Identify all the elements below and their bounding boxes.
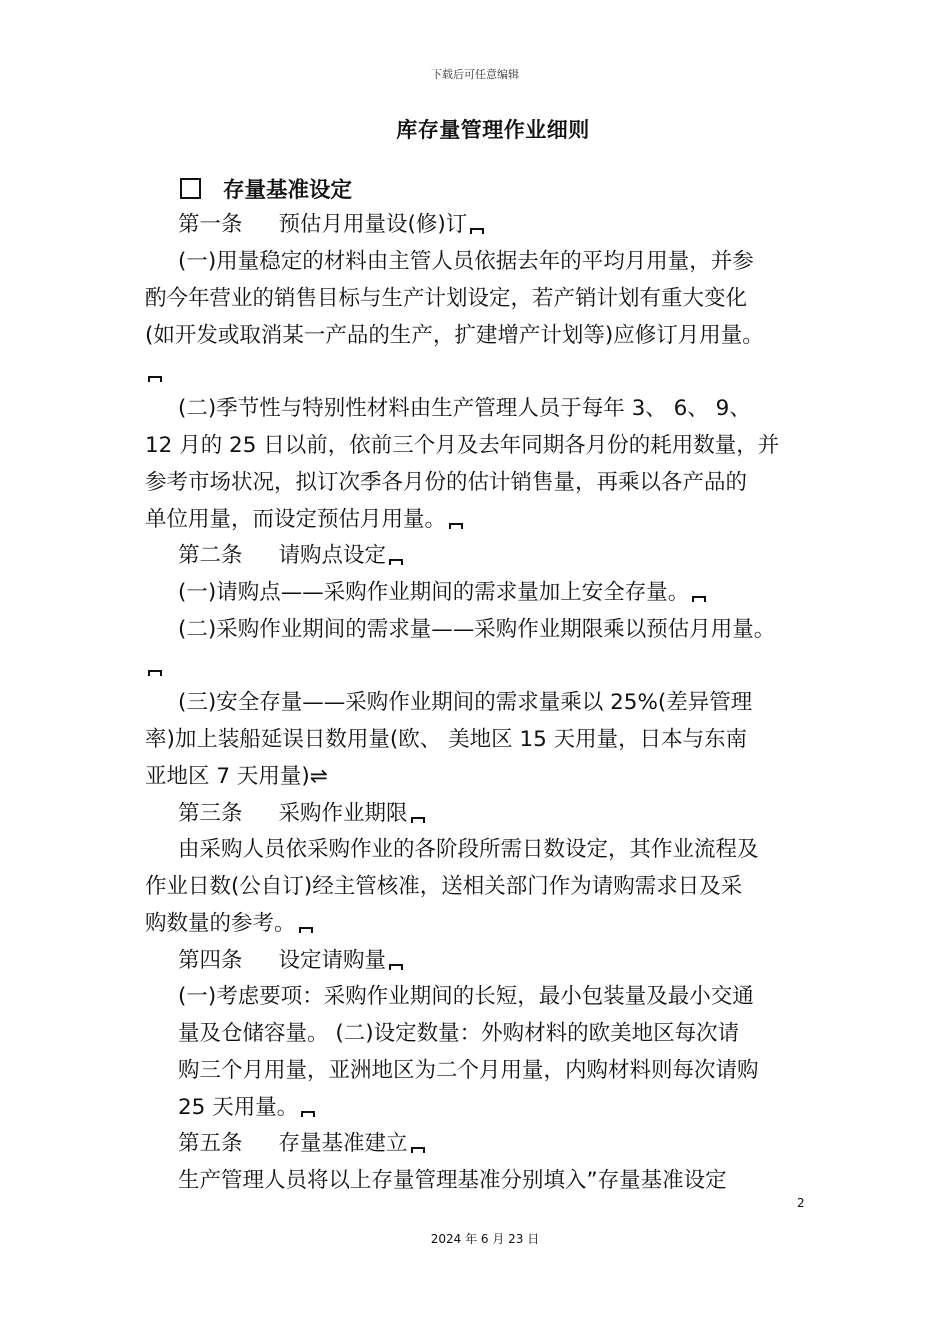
line-text: (二)季节性与特别性材料由生产管理人员于每年 3、 6、 9、: [178, 396, 751, 421]
article-title: 设定请购量: [278, 948, 387, 973]
header-note: 下载后可任意编辑: [431, 68, 519, 81]
line-text: 参考市场状况，拟订次季各月份的估计销售量，再乘以各产品的: [145, 470, 748, 495]
article-title: 存量基准建立: [278, 1131, 408, 1156]
line-text: 量及仓储容量。 (二)设定数量：外购材料的欧美地区每次请: [178, 1021, 740, 1046]
text-line: [145, 656, 162, 678]
line-text: 第四条: [178, 948, 243, 973]
text-line: [178, 950, 403, 972]
article-title: 采购作业期限: [278, 801, 408, 826]
paragraph-mark-icon: [148, 667, 162, 677]
paragraph-mark-icon: [692, 593, 706, 603]
line-text: (一)考虑要项：采购作业期间的长短，最小包装量及最小交通: [178, 984, 754, 1009]
line-text: (二)采购作业期间的需求量——采购作业期限乘以预估月用量。: [178, 617, 776, 642]
line-text: 第三条: [178, 801, 243, 826]
checkbox-icon: [180, 178, 201, 199]
line-text: (如开发或取消某一产品的生产，扩建增产计划等)应修订月用量。: [145, 323, 764, 348]
paragraph-mark-icon: [389, 961, 403, 971]
line-text: (一)用量稳定的材料由主管人员依据去年的平均月用量，并参: [178, 249, 754, 274]
line-text: (一)请购点——采购作业期间的需求量加上安全存量。: [178, 580, 690, 605]
text-line: [178, 398, 751, 420]
text-line: [178, 839, 759, 861]
text-line: [145, 435, 779, 457]
line-text: 购数量的参考。: [145, 911, 296, 936]
line-text: 单位用量，而设定预估月用量。: [145, 507, 447, 532]
text-line: [145, 288, 747, 310]
line-text: 由采购人员依采购作业的各阶段所需日数设定，其作业流程及: [178, 837, 759, 862]
line-text: 亚地区 7 天用量)⇌: [145, 764, 328, 789]
section-heading: [180, 178, 352, 202]
text-line: [178, 545, 403, 567]
line-text: 25 天用量。: [178, 1095, 299, 1120]
text-line: [145, 766, 328, 788]
paragraph-mark-icon: [449, 520, 463, 530]
text-line: [145, 876, 742, 898]
line-text: 率)加上装船延误日数用量(欧、 美地区 15 天用量，日本与东南: [145, 727, 748, 752]
text-line: [178, 582, 706, 604]
text-line: [178, 1133, 425, 1155]
line-text: 第一条: [178, 212, 243, 237]
text-line: [145, 362, 162, 384]
page-number: 2: [797, 1196, 805, 1210]
text-line: [178, 692, 752, 714]
text-line: [178, 1060, 759, 1082]
text-line: [145, 325, 764, 347]
article-title: 请购点设定: [278, 543, 387, 568]
text-line: [178, 1170, 727, 1192]
line-text: 购三个月用量，亚洲地区为二个月用量，内购材料则每次请购: [178, 1058, 759, 1083]
text-line: [178, 619, 775, 641]
line-text: 第二条: [178, 543, 243, 568]
text-line: [178, 251, 754, 273]
text-line: [145, 913, 313, 935]
section-heading-text: 存量基准设定: [223, 178, 353, 203]
text-line: [145, 472, 747, 494]
paragraph-mark-icon: [389, 556, 403, 566]
text-line: [178, 1097, 315, 1119]
article-title: 预估月用量设(修)订: [278, 212, 468, 237]
text-line: [145, 509, 463, 531]
document-title: 库存量管理作业细则: [396, 118, 590, 142]
line-text: 酌今年营业的销售目标与生产计划设定，若产销计划有重大变化: [145, 286, 748, 311]
text-line: [178, 803, 425, 825]
paragraph-mark-icon: [470, 225, 484, 235]
text-line: [145, 729, 747, 751]
text-line: [178, 214, 484, 236]
line-text: 第五条: [178, 1131, 243, 1156]
line-text: 12 月的 25 日以前，依前三个月及去年同期各月份的耗用数量，并: [145, 433, 780, 458]
text-line: [178, 986, 754, 1008]
paragraph-mark-icon: [411, 1144, 425, 1154]
line-text: 作业日数(公自订)经主管核准，送相关部门作为请购需求日及采: [145, 874, 743, 899]
paragraph-mark-icon: [411, 814, 425, 824]
text-line: [178, 1023, 739, 1045]
paragraph-mark-icon: [301, 1108, 315, 1118]
paragraph-mark-icon: [148, 373, 162, 383]
paragraph-mark-icon: [299, 924, 313, 934]
line-text: 生产管理人员将以上存量管理基准分别填入”存量基准设定: [178, 1168, 727, 1193]
footer-date: 2024 年 6 月 23 日: [430, 1232, 540, 1246]
line-text: (三)安全存量——采购作业期间的需求量乘以 25%(差异管理: [178, 690, 753, 715]
